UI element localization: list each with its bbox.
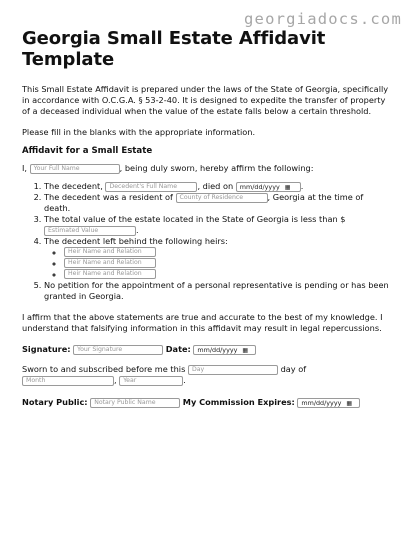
signature-date-field[interactable] [193,345,256,355]
item3-prefix: The total value of the estate located in the State of Georgia is less than $ [44,214,346,224]
commission-date-field[interactable] [297,398,360,408]
item1-suffix: . [300,181,304,191]
item2-suffix: , Georgia at the time of death. [44,192,364,213]
day-field[interactable]: Day [188,365,278,375]
notary-label: Notary Public: [22,397,88,407]
list-item [44,181,392,192]
signature-date-value: mm/dd/yyyy [197,345,238,354]
heir-field-3[interactable]: Heir Name and Relation [64,269,156,279]
death-date-field[interactable] [236,182,301,192]
sworn-comma: , [114,375,117,385]
list-item [44,280,392,302]
decedent-name-field[interactable]: Decedent's Full Name [105,182,197,192]
affidavit-document [22,28,392,408]
list-item [44,192,392,214]
item5-text: No petition for the appointment of a personal representative is pending or has been granted in Georgia. [44,280,389,301]
death-date-value: mm/dd/yyyy [239,182,280,191]
calendar-icon[interactable]: ▦ [242,346,249,354]
signature-line [22,344,392,355]
sworn-line [22,364,392,386]
sworn-day-of: day of [280,364,307,374]
oath-suffix: , being duly sworn, hereby affirm the following: [119,163,314,173]
list-item [44,236,392,280]
oath-line [22,163,392,174]
commission-label: My Commission Expires: [182,397,295,407]
heir-item [64,247,392,258]
sworn-prefix: Sworn to and subscribed before me this [22,364,186,374]
list-item [44,214,392,236]
heir-field-1[interactable]: Heir Name and Relation [64,247,156,257]
intro-paragraph: This Small Estate Affidavit is prepared under the laws of the State of Georgia, specifically in accordance with O.C.G.A. § 53-2-40. It is designed to expedite the transfer of property of a deceased individual when the value of the estate falls below a certain threshold. [22,84,389,116]
calendar-icon[interactable]: ▦ [284,183,291,191]
heir-item [64,269,392,280]
item1-middle: , died on [197,181,234,191]
item4-text: The decedent left behind the following heirs: [44,236,228,246]
date-label: Date: [165,344,191,354]
heir-field-2[interactable]: Heir Name and Relation [64,258,156,268]
item1-prefix: The decedent, [44,181,103,191]
affirmation-paragraph: I affirm that the above statements are true and accurate to the best of my knowledge. I understand that falsifying information in this affidavit may result in legal repercussions. [22,312,383,333]
signature-field[interactable]: Your Signature [73,345,163,355]
sworn-suffix: . [183,375,186,385]
item3-suffix: . [136,225,139,235]
calendar-icon[interactable]: ▦ [346,399,353,407]
notary-line [22,397,392,408]
item2-prefix: The decedent was a resident of [44,192,173,202]
heir-item [64,258,392,269]
commission-date-value: mm/dd/yyyy [301,398,342,407]
instruction-text: Please fill in the blanks with the appropriate information. [22,127,256,137]
year-field[interactable]: Year [119,376,183,386]
month-field[interactable]: Month [22,376,114,386]
watermark-logo: georgiadocs.com [244,10,402,28]
heirs-list [44,247,392,280]
section-heading: Affidavit for a Small Estate [22,146,153,156]
notary-name-field[interactable]: Notary Public Name [90,398,180,408]
signature-label: Signature: [22,344,71,354]
county-field[interactable]: County of Residence [176,193,268,203]
affiant-name-field[interactable]: Your Full Name [30,164,120,174]
oath-prefix: I, [22,163,28,173]
estate-value-field[interactable]: Estimated Value [44,226,136,236]
page-title: Georgia Small Estate Affidavit Template [22,28,326,70]
affirmation-list [22,181,392,302]
